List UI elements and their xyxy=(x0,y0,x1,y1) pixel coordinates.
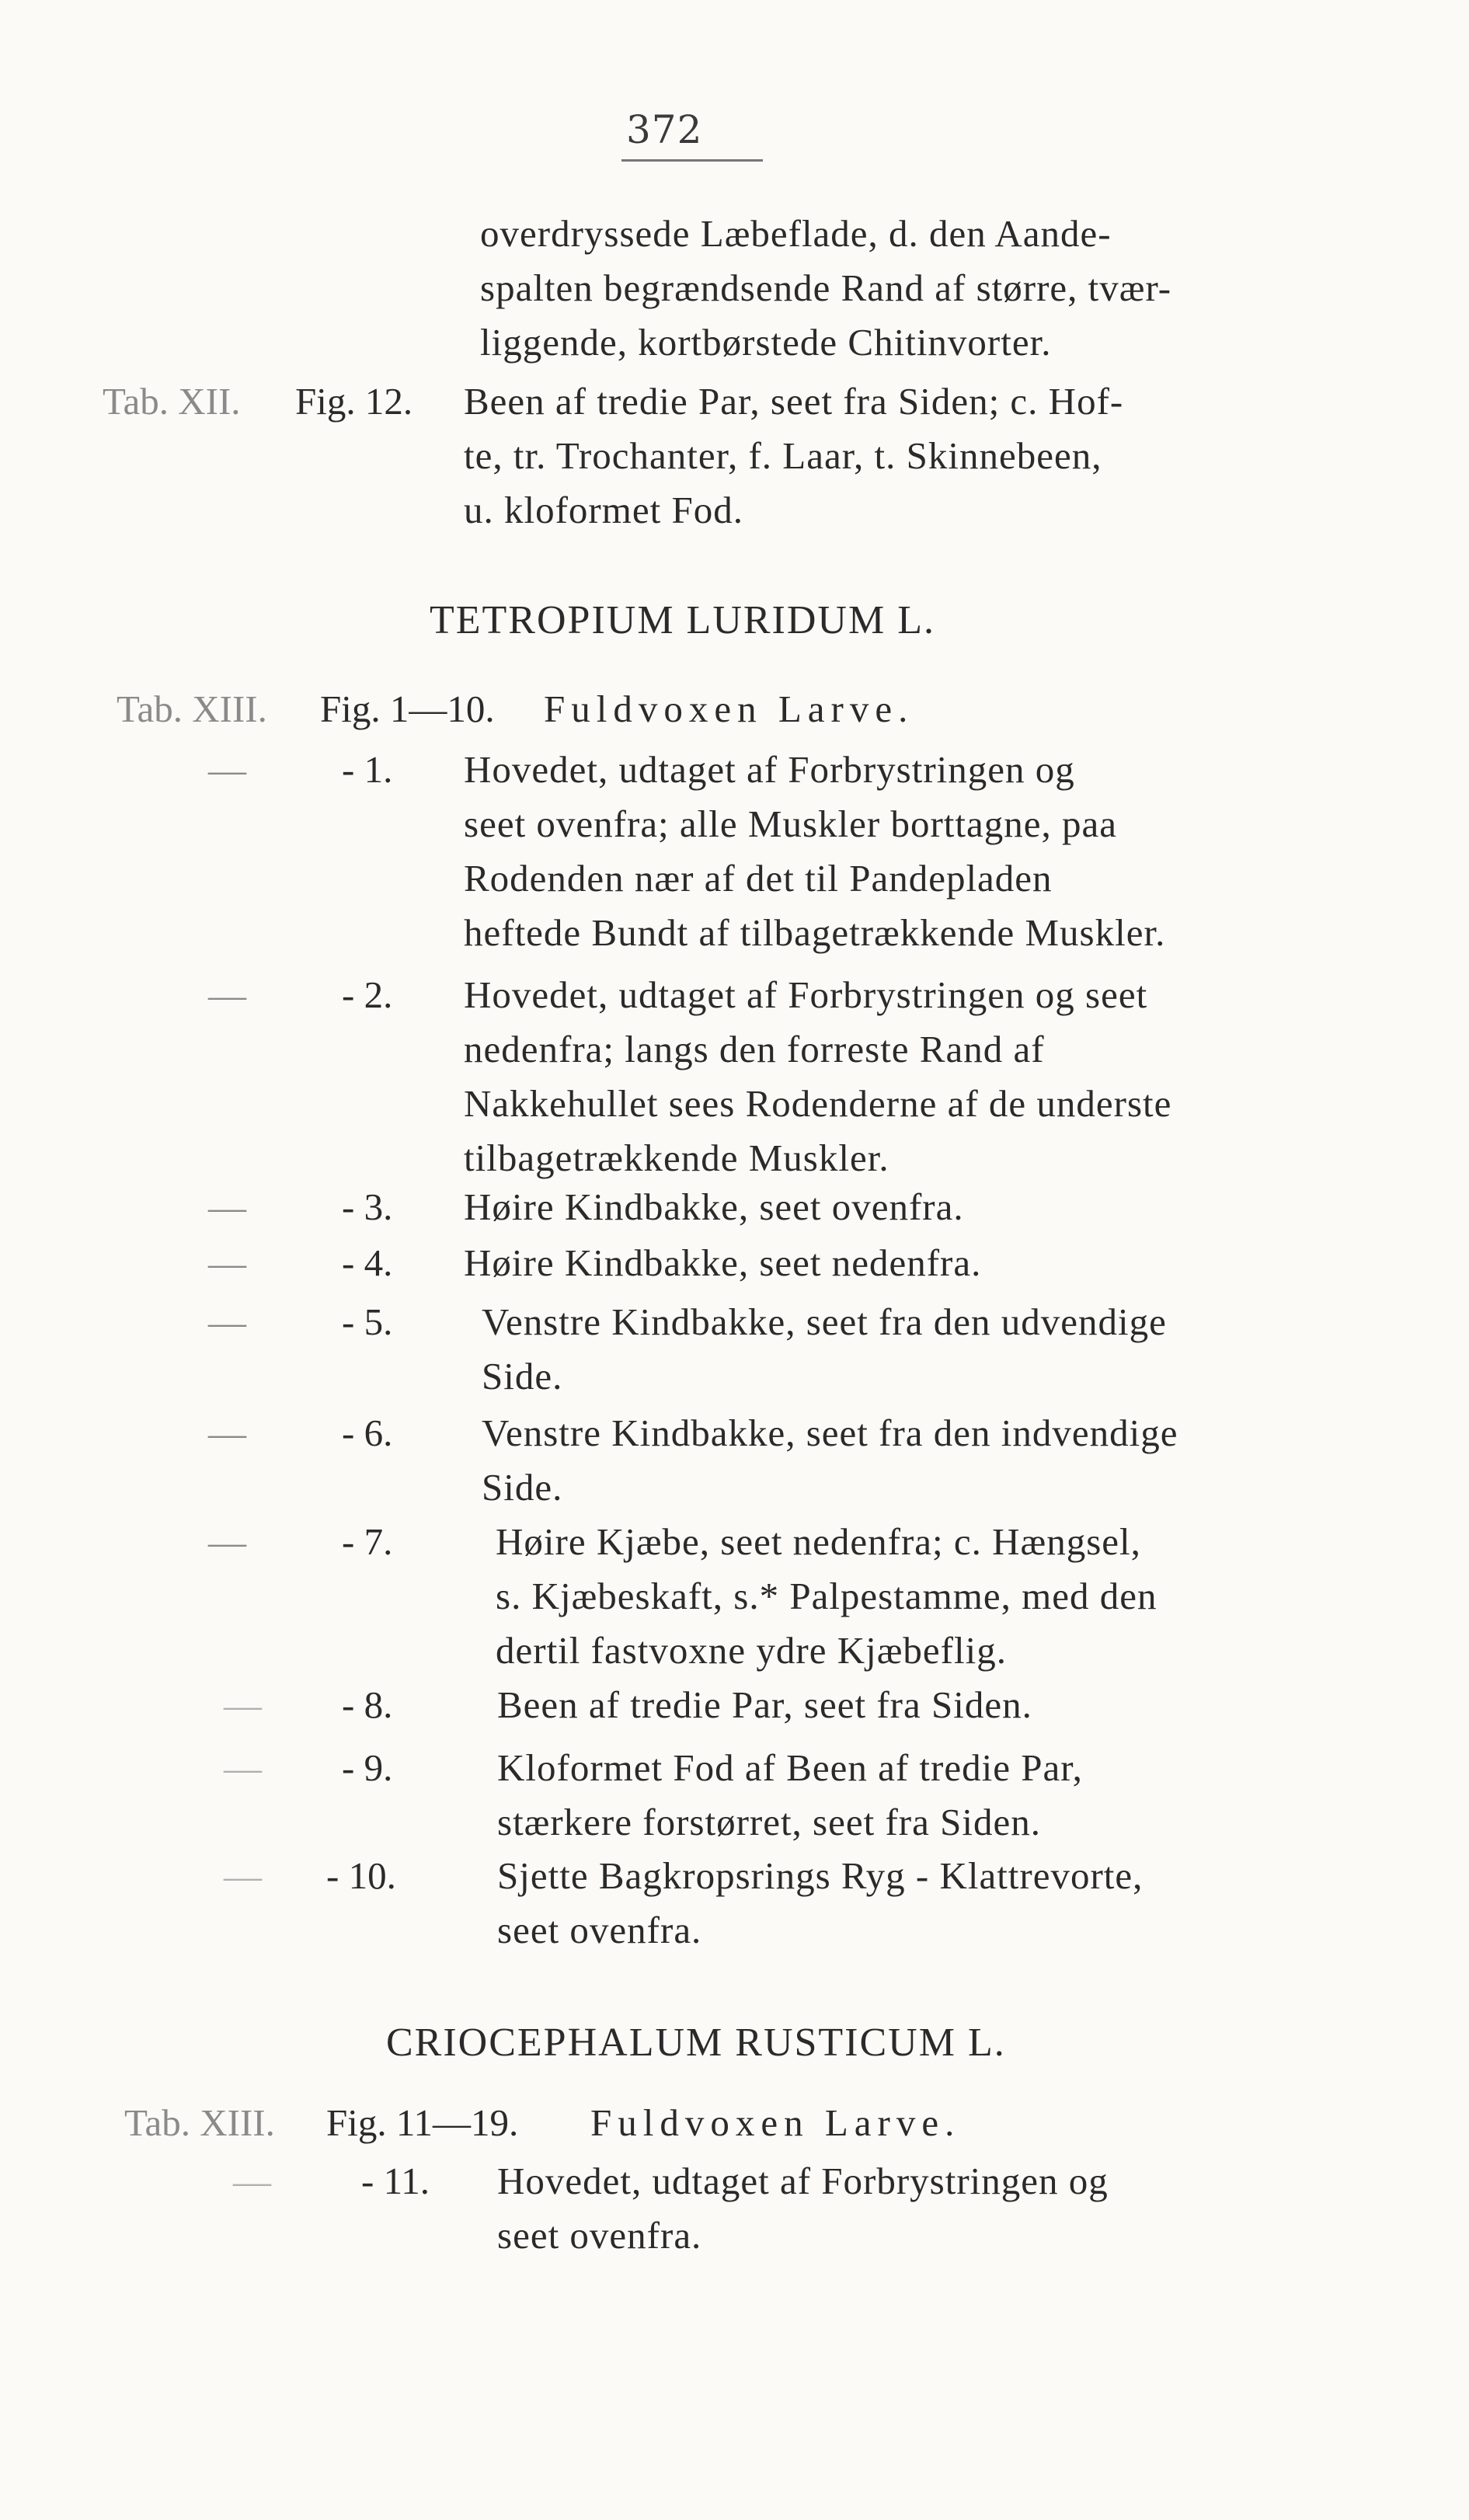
text-line: seet ovenfra; alle Muskler borttagne, paa xyxy=(464,802,1118,845)
fig-label: - 9. xyxy=(342,1746,393,1789)
dash: — xyxy=(208,1185,246,1228)
dash: — xyxy=(208,1300,246,1343)
text-line: Høire Kjæbe, seet nedenfra; c. Hængsel, xyxy=(496,1520,1141,1563)
text-line: s. Kjæbeskaft, s.* Palpestamme, med den xyxy=(496,1575,1157,1617)
text-line: tilbagetrækkende Muskler. xyxy=(464,1136,889,1179)
fig-label: Fig. 11—19. xyxy=(326,2101,519,2144)
section-heading: CRIOCEPHALUM RUSTICUM L. xyxy=(386,2021,1006,2065)
tab-label: Tab. XII. xyxy=(103,380,241,423)
fig-label: - 8. xyxy=(342,1683,393,1726)
section-heading: TETROPIUM LURIDUM L. xyxy=(430,598,935,642)
dash: — xyxy=(224,1683,262,1726)
text-line: Sjette Bagkropsrings Ryg - Klattrevorte, xyxy=(497,1854,1144,1897)
text-line: dertil fastvoxne ydre Kjæbeflig. xyxy=(496,1629,1007,1672)
text-line: Side. xyxy=(482,1466,563,1509)
text-line: Nakkehullet sees Rodenderne af de underste xyxy=(464,1082,1172,1125)
tab-label: Tab. XIII. xyxy=(117,687,267,730)
fig-label: - 5. xyxy=(342,1300,393,1343)
text-line: Høire Kindbakke, seet nedenfra. xyxy=(464,1241,982,1284)
text-line: Venstre Kindbakke, seet fra den udvendige xyxy=(482,1300,1167,1343)
text-line: Høire Kindbakke, seet ovenfra. xyxy=(464,1185,964,1228)
dash: — xyxy=(224,1854,262,1897)
dash: — xyxy=(208,748,246,791)
fig-label: - 7. xyxy=(342,1520,393,1563)
text-line: nedenfra; langs den forreste Rand af xyxy=(464,1028,1045,1070)
fig-label: - 11. xyxy=(361,2160,430,2202)
dash: — xyxy=(208,1411,246,1454)
text-line: seet ovenfra. xyxy=(497,1909,702,1951)
tab-label: Tab. XIII. xyxy=(124,2101,275,2144)
dash: — xyxy=(208,1520,246,1563)
page-number: 372 xyxy=(626,107,703,152)
text-line: stærkere forstørret, seet fra Siden. xyxy=(497,1801,1041,1843)
fig-label: Fig. 12. xyxy=(295,380,413,423)
text-line: Fuldvoxen Larve. xyxy=(590,2101,961,2144)
text-line: te, tr. Trochanter, f. Laar, t. Skinnebeen, xyxy=(464,434,1102,477)
page-number-rule xyxy=(621,159,763,162)
fig-label: - 4. xyxy=(342,1241,393,1284)
text-line: liggende, kortbørstede Chitinvorter. xyxy=(480,321,1052,364)
text-line: heftede Bundt af tilbagetrækkende Muskler. xyxy=(464,911,1166,954)
fig-label: - 10. xyxy=(326,1854,396,1897)
text-line: spalten begrændsende Rand af større, tvær- xyxy=(480,266,1172,309)
text-line: Kloformet Fod af Been af tredie Par, xyxy=(497,1746,1083,1789)
dash: — xyxy=(208,973,246,1016)
fig-label: - 1. xyxy=(342,748,393,791)
dash: — xyxy=(233,2160,271,2202)
text-line: u. kloformet Fod. xyxy=(464,489,743,531)
text-line: Been af tredie Par, seet fra Siden. xyxy=(497,1683,1032,1726)
text-line: Hovedet, udtaget af Forbrystringen og xyxy=(497,2160,1109,2202)
text-line: Been af tredie Par, seet fra Siden; c. Hof- xyxy=(464,380,1124,423)
fig-label: - 6. xyxy=(342,1411,393,1454)
text-line: Fuldvoxen Larve. xyxy=(544,687,914,730)
fig-label: Fig. 1—10. xyxy=(320,687,495,730)
text-line: Side. xyxy=(482,1355,563,1397)
text-line: overdryssede Læbeflade, d. den Aande- xyxy=(480,212,1112,255)
text-line: Hovedet, udtaget af Forbrystringen og seet xyxy=(464,973,1148,1016)
text-line: Venstre Kindbakke, seet fra den indvendige xyxy=(482,1411,1178,1454)
fig-label: - 2. xyxy=(342,973,393,1016)
text-line: Hovedet, udtaget af Forbrystringen og xyxy=(464,748,1075,791)
text-line: Rodenden nær af det til Pandepladen xyxy=(464,857,1053,900)
fig-label: - 3. xyxy=(342,1185,393,1228)
dash: — xyxy=(224,1746,262,1789)
dash: — xyxy=(208,1241,246,1284)
text-line: seet ovenfra. xyxy=(497,2214,702,2257)
